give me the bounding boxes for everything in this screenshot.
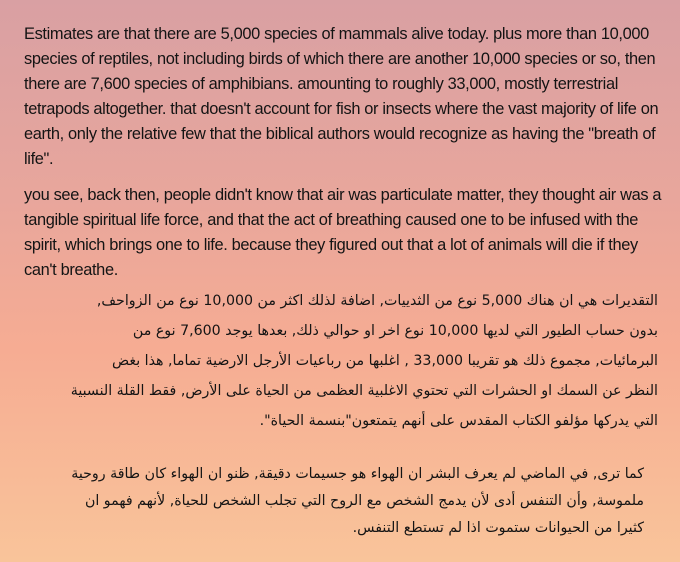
english-paragraph-2: you see, back then, people didn't know that air was particulate matter, they thought air was a tangible spiritual life force, and that the act of breathing caused one to be infused with the spirit, which brings one to life. because they figured out that a lot of animals will die if they can't breathe. [24, 186, 662, 279]
arabic-paragraph-1-line: النظر عن السمك او الحشرات التي تحتوي الاغلبية العظمى من الحياة على الأرض, فقط القلة النسبية [70, 383, 658, 399]
english-paragraph-1: Estimates are that there are 5,000 species of mammals alive today. plus more than 10,000 species of reptiles, not including birds of which there are another 10,000 species or so, then there are 7,600 species of amphibians. amounting to roughly 33,000, mostly terrestrial tetrapods altogether. that doesn't account for fish or insects where the vast majority of life on earth, only the relative few that the biblical authors would recognize as having the "breath of life". [24, 25, 659, 168]
arabic-paragraph-1-line: بدون حساب الطيور التي لديها 10,000 نوع اخر او حوالي ذلك, بعدها يوجد 7,600 نوع من [132, 323, 658, 339]
arabic-paragraph-1-line: التقديرات هي ان هناك 5,000 نوع من الثدييات, اضافة لذلك اكثر من 10,000 نوع من الزواحف, [96, 293, 658, 309]
arabic-paragraph-2-line: كما ترى, في الماضي لم يعرف البشر ان الهواء هو جسيمات دقيقة, ظنو ان الهواء كان طاقة روحية [71, 466, 644, 482]
arabic-paragraph-2-line: كثيرا من الحيوانات ستموت اذا لم تستطع التنفس. [352, 520, 644, 536]
arabic-paragraph-2-line: ملموسة, وأن التنفس أدى لأن يدمج الشخص مع الروح التي تجلب الشخص للحياة, لأنهم فهمو ان [84, 493, 644, 509]
arabic-paragraph-1 [22, 286, 658, 436]
arabic-paragraph-1-line: التي يدركها مؤلفو الكتاب المقدس على أنهم يتمتعون"بنسمة الحياة". [259, 413, 658, 429]
arabic-paragraph-2 [24, 461, 644, 542]
arabic-paragraph-1-line: البرمائيات, مجموع ذلك هو تقريبا 33,000 , اغلبها من رباعيات الأرجل الارضية تماما, هذا بغض [111, 353, 658, 369]
